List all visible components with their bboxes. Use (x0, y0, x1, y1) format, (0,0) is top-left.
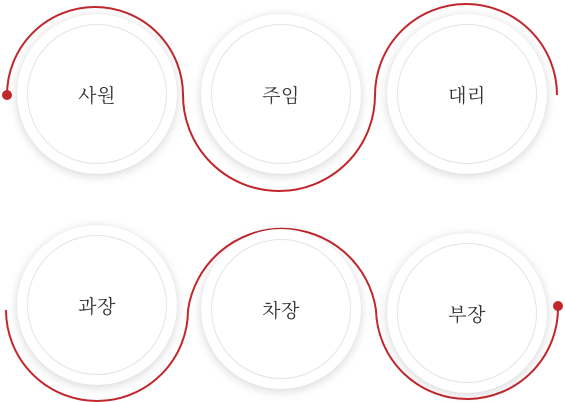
rank-node-gwajang (17, 225, 177, 385)
rank-node-chajang (201, 229, 361, 389)
rank-node-inner (397, 243, 537, 383)
rank-node-inner (397, 24, 537, 164)
rank-node-daeri (387, 14, 547, 174)
rank-label: 차장 (262, 299, 300, 322)
path-end-dot (553, 301, 563, 311)
rank-label: 사원 (78, 84, 116, 107)
rank-node-bujang (387, 233, 547, 393)
rank-node-inner (211, 24, 351, 164)
rank-node-sawon (17, 14, 177, 174)
rank-node-inner (27, 235, 167, 375)
path-start-dot (2, 90, 12, 100)
rank-node-inner (27, 24, 167, 164)
rank-label: 주임 (262, 84, 300, 107)
rank-node-juim (201, 14, 361, 174)
rank-label: 과장 (78, 295, 116, 318)
rank-node-inner (211, 239, 351, 379)
rank-label: 부장 (448, 303, 486, 326)
rank-label: 대리 (448, 84, 486, 107)
